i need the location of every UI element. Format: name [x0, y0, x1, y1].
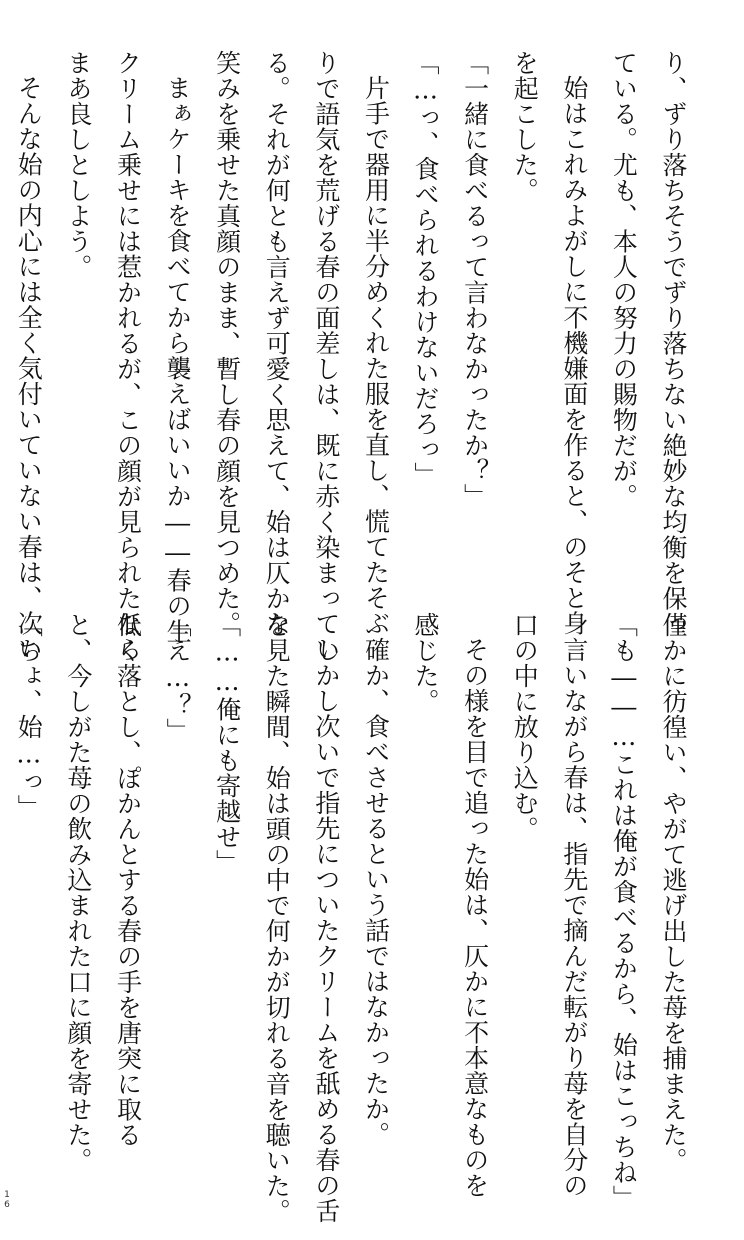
lower-line: を見た瞬間、始は頭の中で何かが切れる音を聴いた。: [262, 612, 292, 1224]
upper-line: る。それが何とも言えず可愛く思えて、始は仄かな: [262, 50, 292, 637]
lower-line: 「……俺にも寄越せ」: [212, 612, 242, 875]
upper-line: 「…っ、食べられるわけないだろっ」: [411, 50, 441, 488]
lower-line: 「も――…これは俺が食べるから、始はこっちね」: [609, 612, 639, 1211]
upper-line: 笑みを乗せた真顔のまま、暫し春の顔を見つめた。: [212, 50, 242, 637]
lower-line: [0, 612, 4, 1142]
upper-line: ている。尤も、本人の努力の賜物だが。: [609, 50, 639, 509]
upper-line: りで語気を荒げる春の面差しは、既に赤く染まってい: [311, 50, 341, 662]
lower-line: しかし次いで指先についたクリームを舐める春の舌: [311, 637, 341, 1224]
upper-line: 始はこれみよがしに不機嫌面を作ると、のそと身: [559, 75, 589, 636]
lower-line: 僅かに彷徨い、やがて逃げ出した苺を捕まえた。: [659, 612, 688, 1173]
upper-line: 片手で器用に半分めくれた服を直し、慌てたそぶ: [361, 75, 391, 636]
page-number: 16: [2, 1190, 12, 1210]
upper-line: クリーム乗せには惹かれるが、この顔が見られたなら: [113, 50, 143, 662]
lower-line: 確か、食べさせるという話ではなかったか。: [361, 637, 391, 1147]
lower-line: と、今しがた苺の飲み込まれた口に顔を寄せた。: [63, 612, 93, 1173]
lower-line: 「ちょ、始…っ」: [14, 612, 44, 820]
lower-line: その様を目で追った始は、仄かに不本意なものを: [460, 637, 490, 1198]
lower-line: 低く落とし、ぽかんとする春の手を唐突に取る: [113, 612, 143, 1148]
upper-line: まあ良しとしよう。: [63, 50, 93, 280]
lower-text-block: [14, 612, 698, 1224]
upper-line: まぁケーキを食べてから襲えばいいか――春の生: [163, 75, 193, 644]
upper-line: 「一緒に食べるって言わなかったか？」: [460, 50, 490, 509]
upper-line: を起こした。: [510, 50, 540, 203]
upper-line: そんな始の内心には全く気付いていない春は、次い: [14, 75, 44, 662]
lower-line: 「え…？」: [163, 612, 193, 744]
lower-line: 感じた。: [411, 612, 441, 714]
lower-line: 言いながら春は、指先で摘んだ転がり苺を自分の: [559, 637, 589, 1198]
upper-text-block: [14, 50, 698, 662]
lower-line: 口の中に放り込む。: [510, 612, 540, 842]
upper-line: り、ずり落ちそうでずり落ちない絶妙な均衡を保っ: [659, 50, 688, 637]
